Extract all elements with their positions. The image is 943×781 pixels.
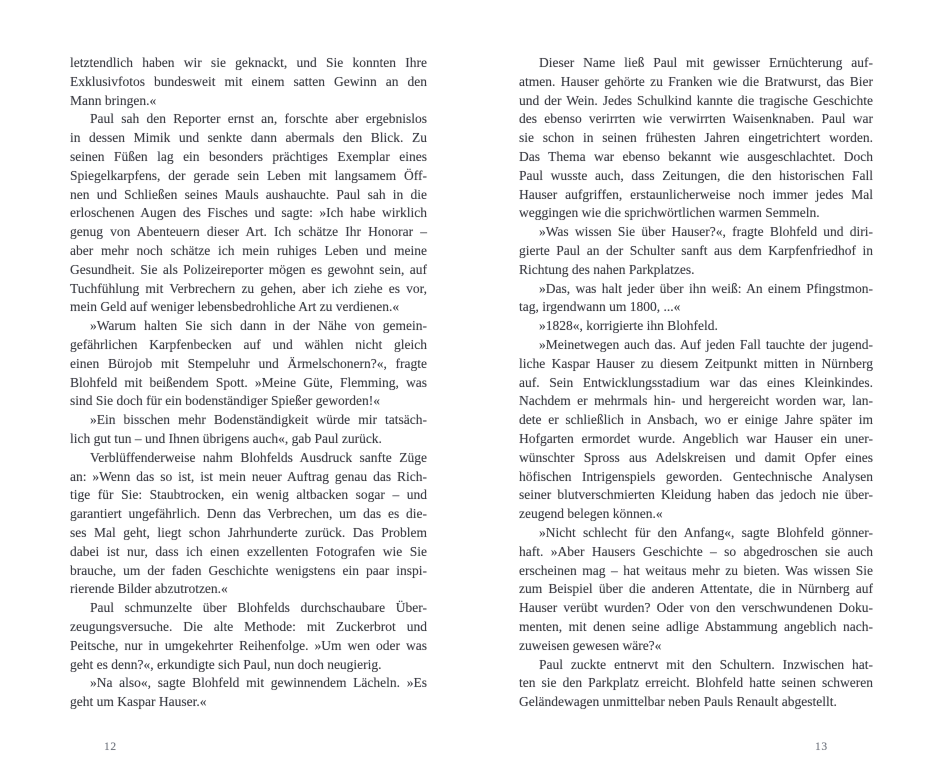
text-line: Mann bringen.« [70,92,157,108]
text-line: »Was wissen Sie über Hauser?«, fragte Blohfeld und diri- [539,224,874,240]
text-line: genug von Abenteuern dieser Art. Ich schätze Ihr Honorar – [70,224,427,240]
text-line: dabei ist nur, dass ich einen exzellenten Fotografen wie Sie [70,543,427,559]
text-line: liche Kaspar Hauser zu diesem Zeitpunkt mitten in Nürnberg [519,355,873,371]
page-number-left: 12 [104,741,117,753]
text-line: rierende Bilder abzutrotzen.« [70,581,228,597]
text-line: Verblüffenderweise nahm Blohfelds Ausdruck sanfte Züge [90,449,427,465]
text-line: »Warum halten Sie sich dann in der Nähe von gemein- [90,318,428,334]
text-line: Hofgarten ermordet wurde. Angeblich war Hauser ein uner- [519,430,874,446]
paragraph [519,54,873,223]
paragraph [70,317,427,411]
text-line: Richtung des nahen Parkplatzes. [519,261,695,277]
paragraph [519,524,873,656]
text-line: einen Bürojob mit Stempeluhr und Ärmelschonern?«, fragte [70,355,428,371]
text-line: aber mehr noch schätze ich mein ruhiges Leben und meine [70,242,428,258]
text-line: auf. Sein Entwicklungsstadium war das eines Kleinkindes. [519,374,873,390]
text-line: in dessen Mimik und senkte dann abermals den Blick. Zu [70,130,427,146]
text-line: »Nicht schlecht für den Anfang«, sagte Blohfeld gönner- [539,524,873,540]
text-line: Das Thema war ebenso bekannt wie ausgeschlachtet. Doch [519,148,873,164]
paragraph [70,110,427,317]
text-line: Nachdem er mehrmals hin- und hergereicht worden war, lan- [519,393,874,409]
paragraph [519,317,873,336]
paragraph [519,223,873,279]
text-line: ses Mal geht, liegt schon Jahrhunderte zurück. Das Problem [70,524,427,540]
text-line: sind Sie doch für ein bodenständiger Spießer geworden!« [70,393,381,409]
text-line: haft. »Aber Hausers Geschichte – so abgedroschen sie auch [519,543,874,559]
text-line: »1828«, korrigierte ihn Blohfeld. [539,318,718,334]
text-line: brauche, um der faden Geschichte wenigstens ein paar inspi- [70,562,427,578]
text-line: zuweisen gewesen wäre?« [519,637,662,653]
text-line: Hauser aufgriffen, erstaunlicherweise noch immer jedes Mal [519,186,873,202]
text-line: »Meinetwegen auch das. Auf jeden Fall tauchte der jugend- [539,336,874,352]
text-line: lich gut tun – und Ihnen übrigens auch«, gab Paul zurück. [70,430,382,446]
text-line: mein Geld auf weniger lebensbedrohliche Art zu verdienen.« [70,299,400,315]
text-line: tige für Sie: Staubtrocken, ein wenig altbacken sogar – und [70,487,428,503]
paragraph [70,411,427,449]
text-line: zeugungsversuche. Die alte Methode: mit Zuckerbrot und [70,618,428,634]
text-line: geht es denn?«, erkundigte sich Paul, nun doch neugierig. [70,656,382,672]
text-line: zum Beispiel über die anderen Attentate, die in Nürnberg auf [519,581,874,597]
text-line: Tuchfühlung mit Verbrechern zu gehen, aber ich ziehe es vor, [70,280,427,296]
text-line: nen und Schließen seines Mauls aushauchte. Paul sah in die [70,186,427,202]
text-line: Hauser verübt wurden? Oder von den verschwundenen Doku- [519,600,874,616]
text-line: atmen. Hauser gehörte zu Franken wie die Bratwurst, das Bier [519,73,873,89]
page-number-right: 13 [815,741,828,753]
text-line: »Na also«, sagte Blohfeld mit gewinnendem Lächeln. »Es [90,675,427,691]
paragraph [519,656,873,712]
page-text-left [70,54,427,712]
text-line: Spiegelkarpfens, der gerade sein Leben mit langsamem Öff- [70,167,427,183]
text-line: erscheinen mag – hat weitaus mehr zu bieten. Was wissen Sie [519,562,873,578]
text-line: erloschenen Augen des Fisches und sagte: »Ich habe wirklich [70,205,428,221]
text-line: menten, mit denen seine adlige Abstammung angeblich nach- [519,618,873,634]
text-line: sie schon in seinen frühesten Jahren eingetrichtert worden. [519,130,873,146]
text-line: Paul sah den Reporter ernst an, forschte aber ergebnislos [90,111,427,127]
text-line: weggingen wie die sprichwörtlichen warmen Semmeln. [519,205,820,221]
text-line: Blohfeld mit beißendem Spott. »Meine Güte, Flemming, was [70,374,427,390]
text-line: ten sie den Parkplatz erreicht. Blohfeld hatte seinen schweren [519,675,874,691]
text-line: seinen Füßen lag ein besonders prächtiges Exemplar eines [70,148,428,164]
text-line: gefährlichen Karpfenbecken auf und wählen nicht gleich [70,336,428,352]
paragraph [519,336,873,524]
text-line: Paul zuckte entnervt mit den Schultern. Inzwischen hat- [539,656,874,672]
text-line: garantiert ungefährlich. Denn das Verbrechen, um das es die- [70,506,427,522]
text-line: geht um Kaspar Hauser.« [70,694,207,710]
text-line: Geländewagen unmittelbar neben Pauls Renault abgestellt. [519,694,837,710]
text-line: Exklusivfotos bundesweit mit einem satten Gewinn an den [70,73,427,89]
text-line: Peitsche, nur in umgekehrter Reihenfolge. »Um wen oder was [70,637,428,653]
text-line: und der Wein. Jedes Schulkind kannte die tragische Geschichte [519,92,873,108]
text-line: Paul schmunzelte über Blohfelds durchschaubare Über- [90,600,428,616]
text-line: zeugend belegen können.« [519,506,663,522]
paragraph [70,54,427,110]
paragraph [70,674,427,712]
page-text-right [519,54,873,712]
paragraph [70,599,427,674]
paragraph [70,449,427,599]
text-line: »Das, was halt jeder über ihn weiß: An einem Pfingstmon- [539,280,873,296]
text-line: »Ein bisschen mehr Bodenständigkeit würde mir tatsäch- [90,412,428,428]
text-line: des ebenso verirrten wie verwirrten Waisenknaben. Paul war [519,111,873,127]
text-line: an: »Wenn das so ist, ist mein neuer Auftrag genau das Rich- [70,468,427,484]
paragraph [519,280,873,318]
text-line: gierte Paul an der Schulter sanft aus dem Karpfenfriedhof in [519,242,874,258]
text-line: Paul wusste auch, dass Zeitungen, die den historischen Fall [519,167,873,183]
text-line: seiner blutverschmierten Kleidung haben das jedoch nie über- [519,487,874,503]
text-line: dete er schließlich in Ansbach, wo er einige Jahre später im [519,412,874,428]
text-line: höfischen Intrigenspiels geworden. Gentechnische Analysen [519,468,873,484]
text-line: Dieser Name ließ Paul mit gewisser Ernüchterung auf- [539,55,874,70]
text-line: Gesundheit. Sie als Polizeireporter mögen es gewohnt sein, auf [70,261,428,277]
text-line: wünschter Spross aus Adelskreisen und damit Opfer eines [519,449,874,465]
text-line: tag, irgendwann um 1800, ...« [519,299,681,315]
text-line: letztendlich haben wir sie geknackt, und Sie konnten Ihre [70,55,427,70]
